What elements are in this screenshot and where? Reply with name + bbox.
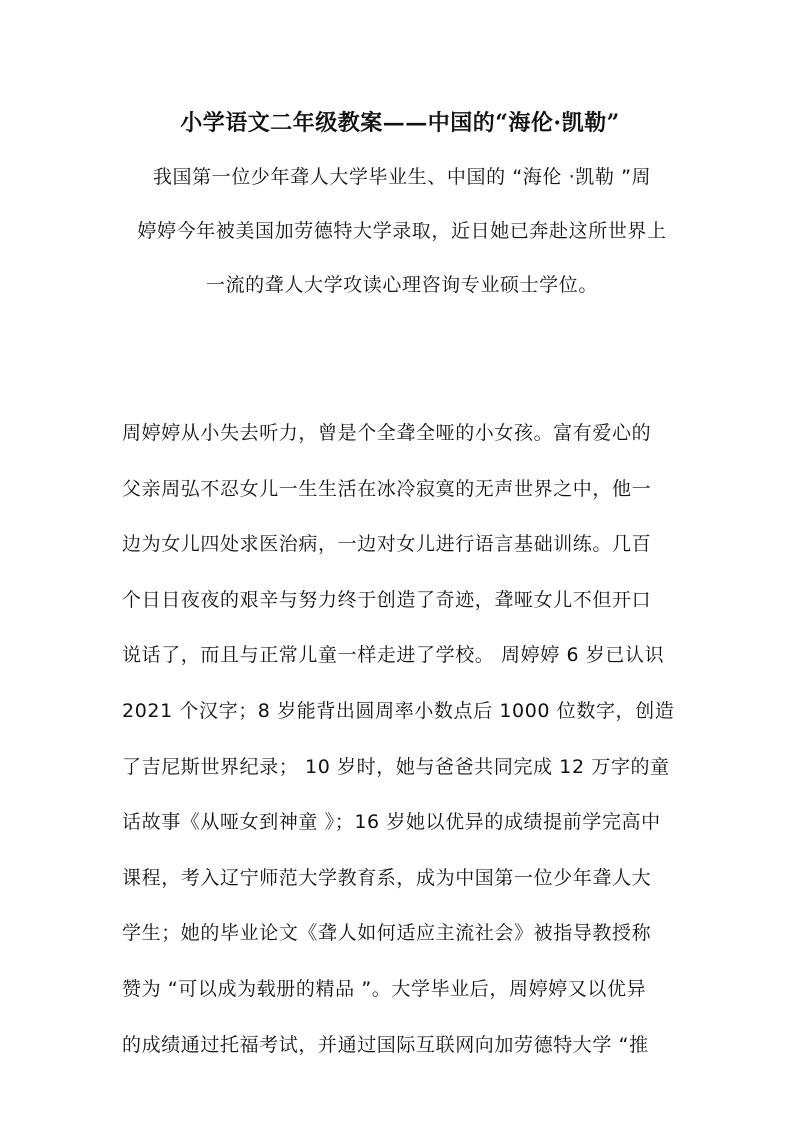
body-line: 周婷婷从小失去听力，曾是个全聋全哑的小女孩。富有爱心的 (122, 422, 652, 444)
body-line: 说话了，而且与正常儿童一样走进了学校。 周婷婷 6 岁已认识 (122, 644, 665, 667)
body-line: 课程，考入辽宁师范大学教育系，成为中国第一位少年聋人大 (122, 866, 652, 889)
body-line: 话故事《从哑女到神童 》；16 岁她以优异的成绩提前学完高中 (122, 811, 661, 834)
body-line: 父亲周弘不忍女儿一生生活在冰冷寂寞的无声世界之中，他一 (122, 477, 652, 500)
body-line: 学生；她的毕业论文《聋人如何适应主流社会》被指导教授称 (122, 922, 652, 945)
document-title: 小学语文二年级教案——中国的“海伦·凯勒” (180, 110, 620, 136)
body-paragraph (122, 406, 692, 1073)
body-line: 2021 个汉字；8 岁能背出圆周率小数点后 1000 位数字，创造 (122, 699, 675, 722)
body-line: 的成绩通过托福考试，并通过国际互联网向加劳德特大学 “推 (122, 1033, 649, 1056)
body-line: 边为女儿四处求医治病，一边对女儿进行语言基础训练。几百 (122, 533, 652, 556)
intro-line: 我国第一位少年聋人大学毕业生、中国的 “海伦 ·凯勒 ”周 (152, 166, 652, 188)
body-line: 赞为 “可以成为载册的精品 ”。大学毕业后，周婷婷又以优异 (122, 977, 647, 1000)
body-line: 了吉尼斯世界纪录； 10 岁时，她与爸爸共同完成 12 万字的童 (122, 755, 670, 778)
intro-line: 婷婷今年被美国加劳德特大学录取，近日她已奔赴这所世界上 (137, 220, 667, 242)
body-line: 个日日夜夜的艰辛与努力终于创造了奇迹，聋哑女儿不但开口 (122, 588, 652, 611)
intro-line: 一流的聋人大学攻读心理咨询专业硕士学位。 (205, 274, 598, 296)
intro-paragraph (122, 150, 682, 312)
